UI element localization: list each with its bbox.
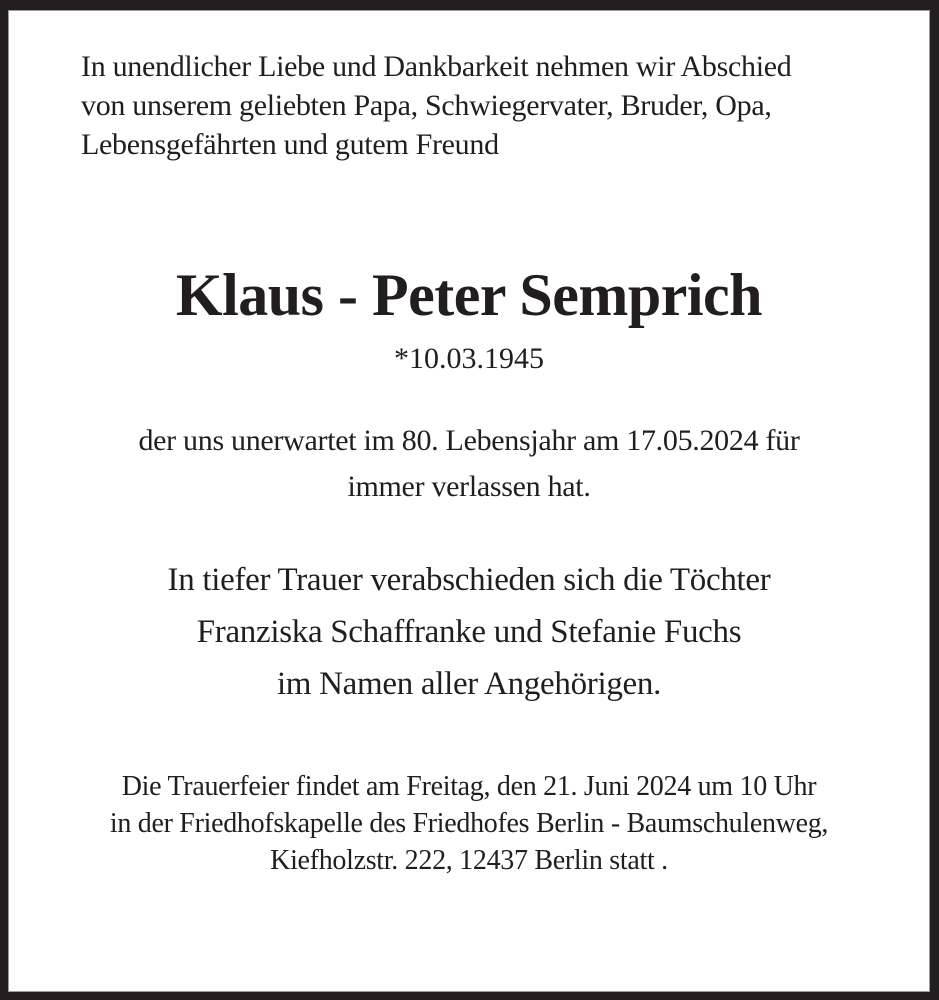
funeral-info-line: Die Trauerfeier findet am Freitag, den 21. Juni 2024 um 10 Uhr (121, 771, 817, 802)
funeral-info-line: Kiefholzstr. 222, 12437 Berlin statt . (270, 845, 668, 876)
death-notice-text (9, 418, 929, 510)
obituary-paper (8, 10, 930, 992)
intro-line: Lebensgefährten und gutem Freund (81, 128, 499, 161)
mourning-text (9, 554, 929, 710)
mourning-line: im Namen aller Angehörigen. (276, 666, 662, 702)
mourning-line: Franziska Schaffranke und Stefanie Fuchs (196, 614, 742, 650)
intro-line: In unendlicher Liebe und Dankbarkeit nehmen wir Abschied (81, 50, 792, 83)
birth-date: *10.03.1945 (394, 342, 544, 375)
intro-line: von unserem geliebten Papa, Schwiegervater, Bruder, Opa, (81, 89, 772, 122)
funeral-info-text (9, 768, 929, 879)
death-notice-line: der uns unerwartet im 80. Lebensjahr am 17.05.2024 für (138, 424, 800, 457)
deceased-name: Klaus - Peter Semprich (175, 262, 763, 328)
intro-text (81, 47, 899, 164)
mourning-line: In tiefer Trauer verabschieden sich die Töchter (167, 562, 771, 598)
funeral-info-line: in der Friedhofskapelle des Friedhofes Berlin - Baumschulenweg, (109, 808, 829, 839)
death-notice-line: immer verlassen hat. (347, 470, 591, 503)
